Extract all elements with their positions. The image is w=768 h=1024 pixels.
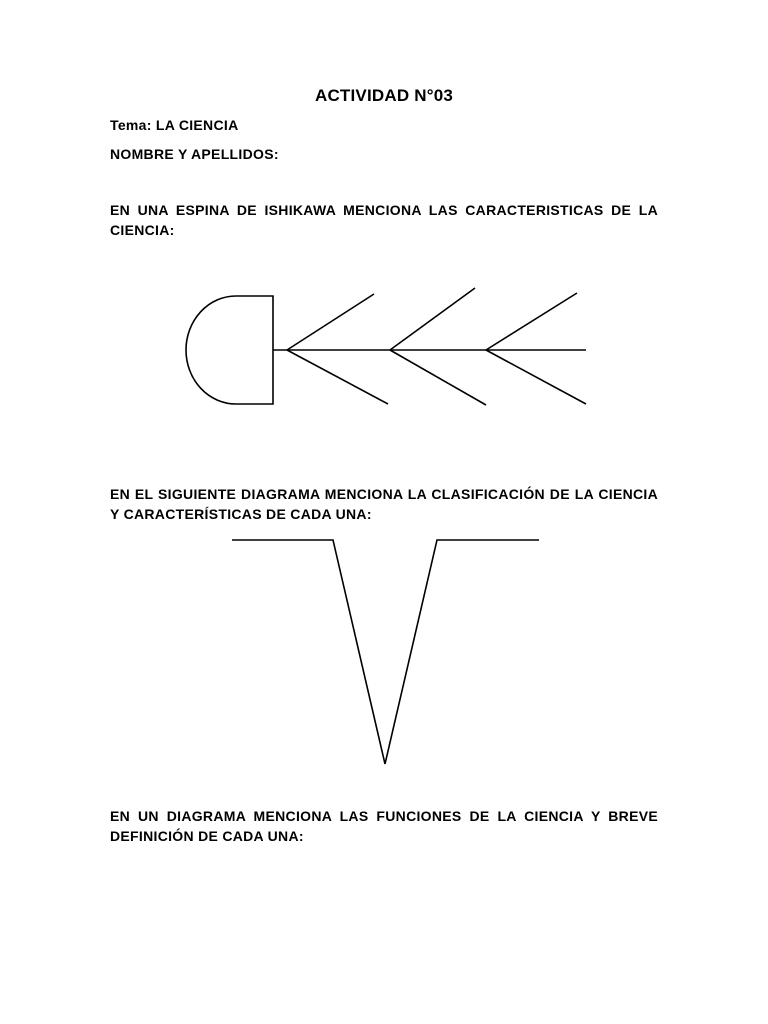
instruction-ishikawa: EN UNA ESPINA DE ISHIKAWA MENCIONA LAS CARACTERISTICAS DE LA CIENCIA: <box>110 202 658 238</box>
v-shape-lines <box>232 540 539 764</box>
page-title: ACTIVIDAD N°03 <box>314 86 454 105</box>
name-field-label: NOMBRE Y APELLIDOS: <box>110 146 279 162</box>
instruction-functions: EN UN DIAGRAMA MENCIONA LAS FUNCIONES DE LA CIENCIA Y BREVE DEFINICIÓN DE CADA UNA: <box>110 808 658 844</box>
topic-line: Tema: LA CIENCIA <box>110 117 239 133</box>
instruction-classification: EN EL SIGUIENTE DIAGRAMA MENCIONA LA CLASIFICACIÓN DE LA CIENCIA Y CARACTERÍSTICAS DE CADA UNA: <box>110 486 658 522</box>
